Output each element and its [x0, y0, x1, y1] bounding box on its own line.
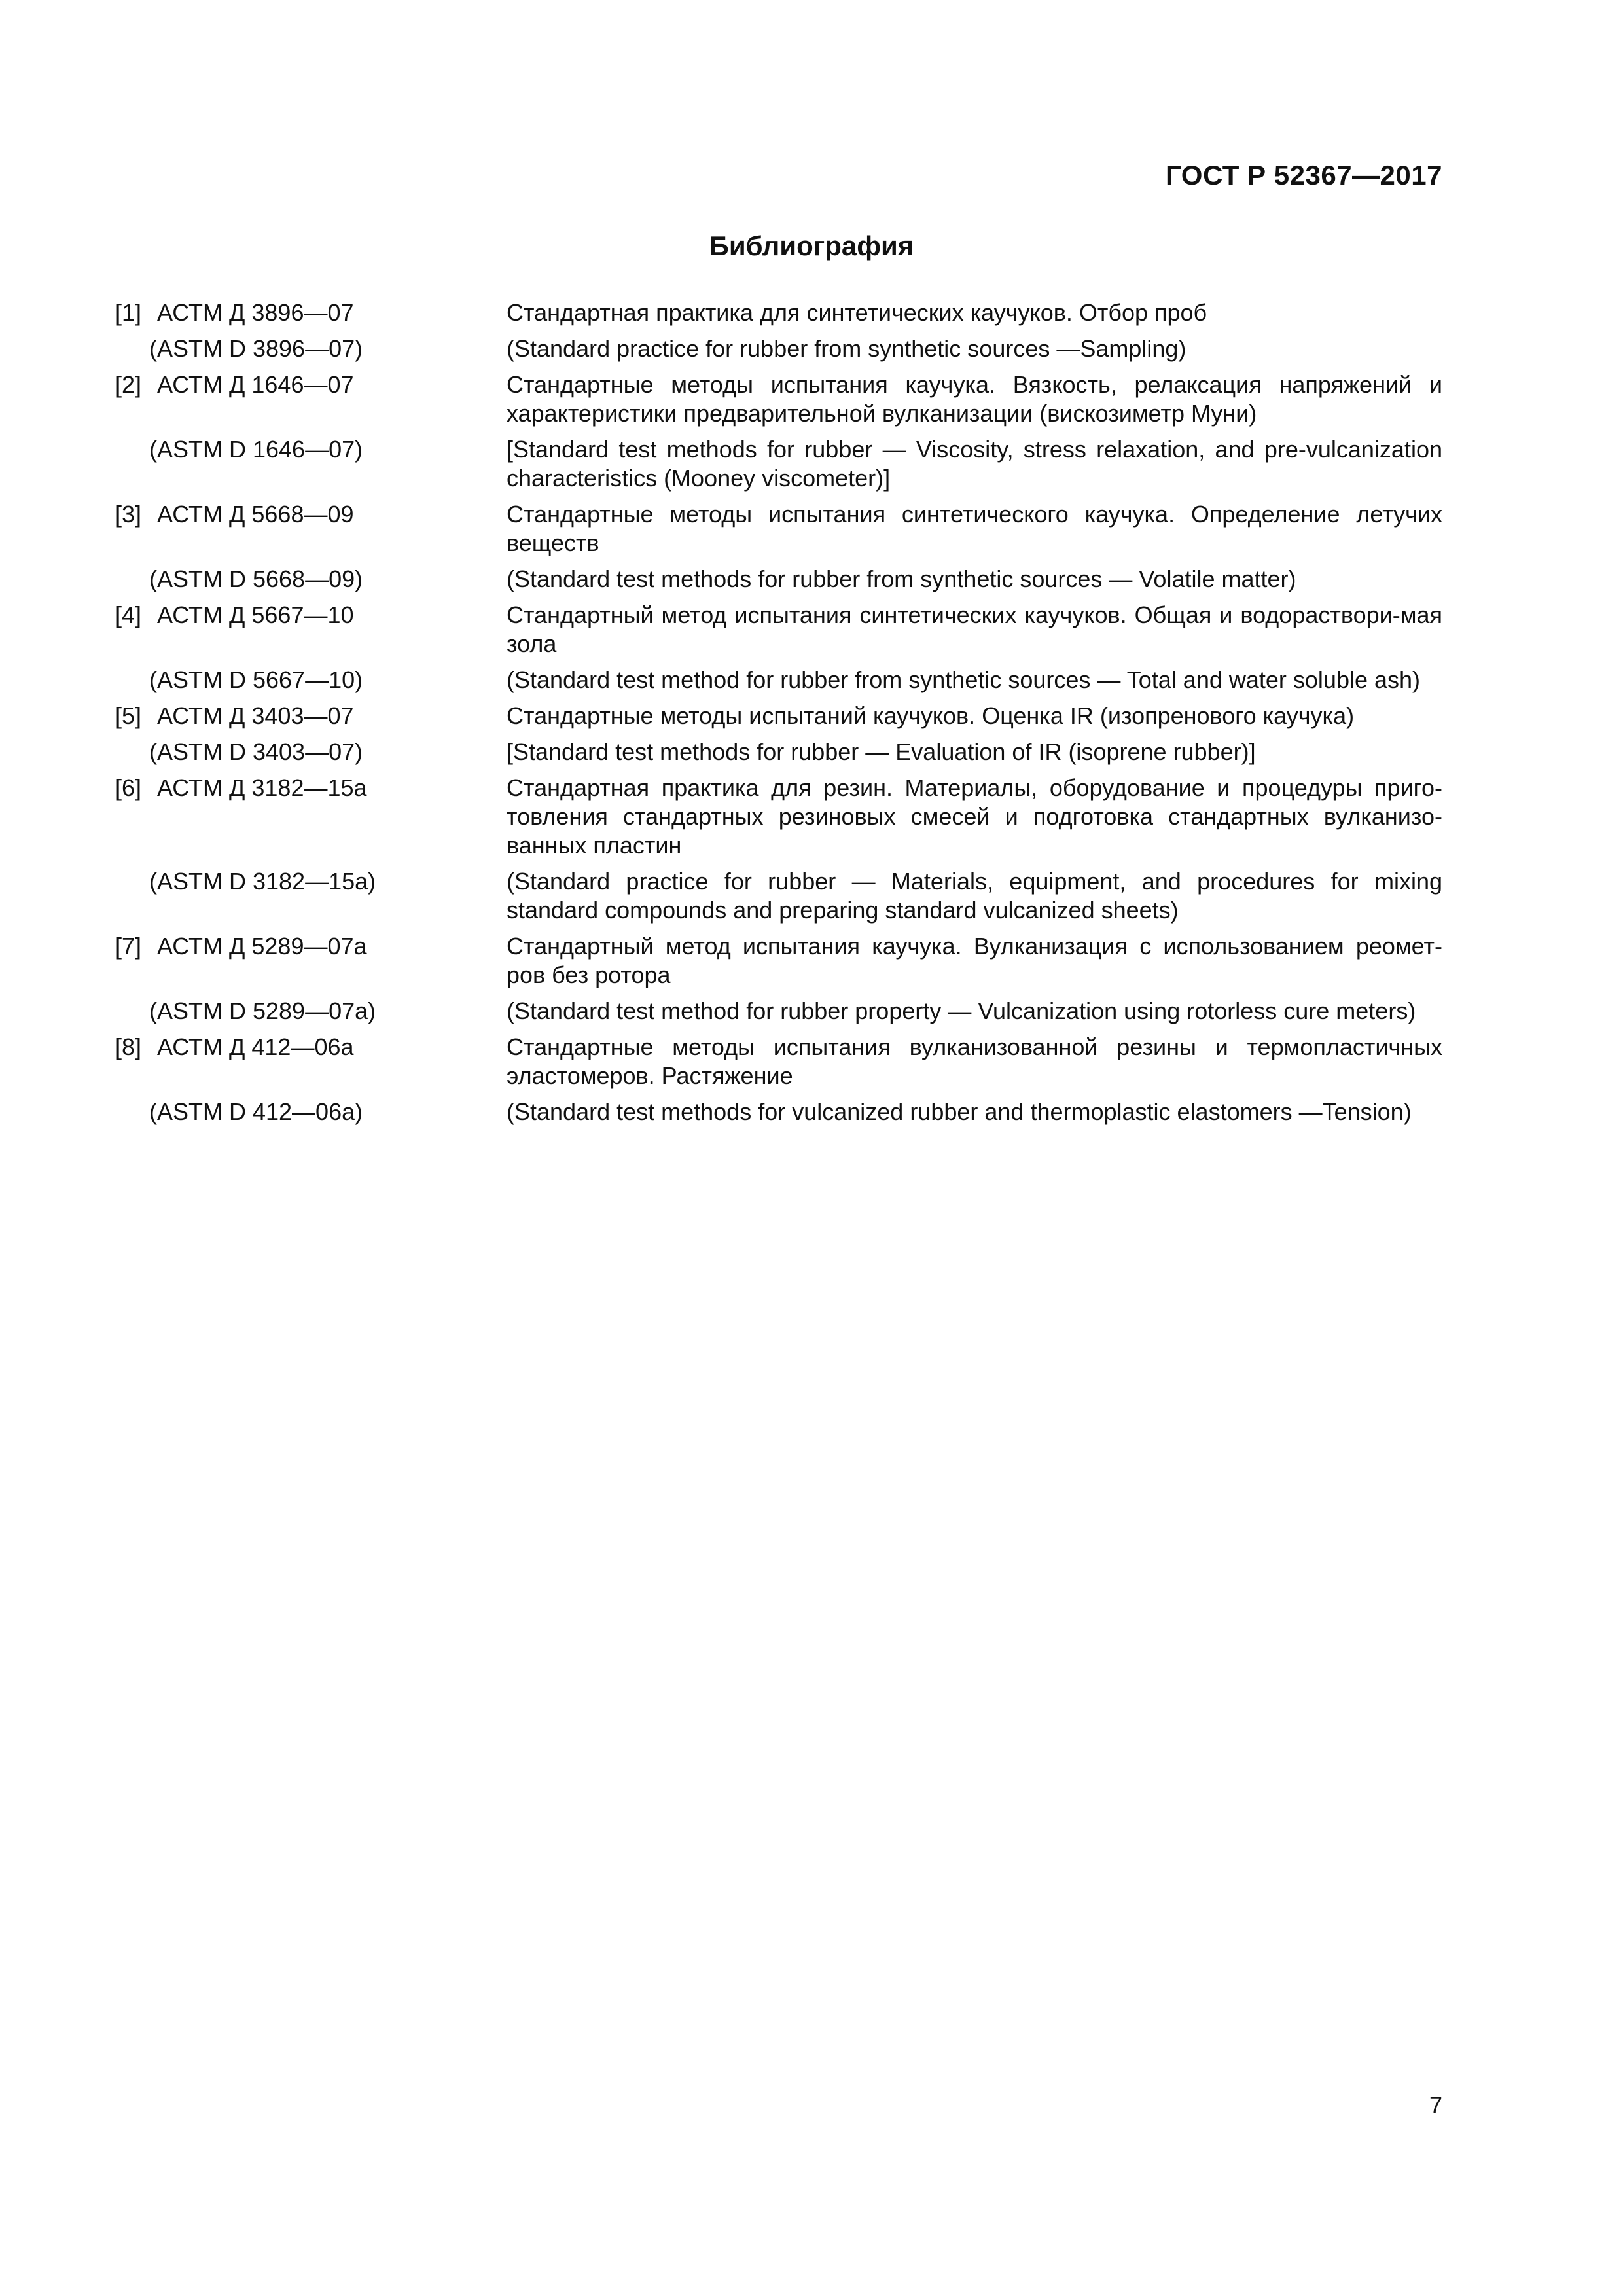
bib-title-ru: Стандартные методы испытания вулканизованной резины и термопластичных эластомеров. Растяжение	[507, 1033, 1442, 1089]
bib-title-ru: Стандартный метод испытания каучука. Вулканизация с использованием реомет-ров без ротора	[507, 933, 1442, 988]
bib-title-ru: Стандартная практика для синтетических каучуков. Отбор проб	[507, 299, 1207, 326]
bib-number: [1]	[115, 299, 142, 326]
section-title: Библиография	[709, 230, 914, 261]
page-number: 7	[1429, 2092, 1442, 2119]
bib-reference-original	[115, 738, 507, 766]
bib-entry-en	[115, 738, 1442, 766]
bib-code-en: (ASTM D 5667—10)	[149, 666, 363, 693]
bib-reference	[115, 500, 507, 558]
bib-code-en: (ASTM D 5289—07a)	[149, 997, 376, 1024]
bib-reference	[115, 298, 507, 327]
bib-code-ru: АСТМ Д 412—06a	[157, 1033, 354, 1060]
bib-number: [4]	[115, 601, 142, 628]
bib-number: [3]	[115, 501, 142, 528]
bibliography-list	[115, 298, 1442, 1126]
bib-code-ru: АСТМ Д 5667—10	[157, 601, 354, 628]
document-id: ГОСТ Р 52367—2017	[1166, 160, 1442, 190]
bib-code-ru: АСТМ Д 5289—07a	[157, 933, 367, 960]
bib-reference-original	[115, 565, 507, 594]
bib-title-ru: Стандартная практика для резин. Материалы, оборудование и процедуры приго-товления стандартных резиновых смесей и подготовка стандартных вулканизо-ванных пластин	[507, 774, 1442, 859]
bib-reference-original	[115, 334, 507, 363]
bib-number: [8]	[115, 1033, 142, 1060]
bib-reference	[115, 932, 507, 990]
bib-entry-ru	[115, 774, 1442, 860]
bib-entry-en	[115, 666, 1442, 694]
bib-entry-en	[115, 997, 1442, 1026]
bib-reference-original	[115, 1098, 507, 1126]
bib-code-en: (ASTM D 412—06a)	[149, 1098, 363, 1125]
bib-code-ru: АСТМ Д 5668—09	[157, 501, 354, 528]
bib-title-en: (Standard test methods for rubber from synthetic sources — Volatile matter)	[507, 565, 1296, 592]
bib-number: [2]	[115, 371, 142, 398]
bib-entry-en	[115, 565, 1442, 594]
bib-code-ru: АСТМ Д 3403—07	[157, 702, 354, 729]
bib-reference	[115, 601, 507, 658]
bib-entry-en	[115, 1098, 1442, 1126]
bib-title-en: (Standard test method for rubber property — Vulcanization using rotorless cure meters)	[507, 997, 1416, 1024]
bib-entry-en	[115, 435, 1442, 493]
bib-entry-ru	[115, 1033, 1442, 1090]
bib-reference	[115, 370, 507, 428]
bib-title-en: (Standard test methods for vulcanized rubber and thermoplastic elastomers —Tension)	[507, 1098, 1412, 1125]
bib-number: [6]	[115, 774, 142, 801]
bib-title-ru: Стандартные методы испытания синтетического каучука. Определение летучих веществ	[507, 501, 1442, 556]
bib-code-ru: АСТМ Д 1646—07	[157, 371, 354, 398]
bib-code-ru: АСТМ Д 3896—07	[157, 299, 354, 326]
bib-title-en: [Standard test methods for rubber — Viscosity, stress relaxation, and pre-vulcanization characteristics (Mooney viscometer)]	[507, 436, 1442, 492]
bib-code-ru: АСТМ Д 3182—15a	[157, 774, 367, 801]
bib-reference-original	[115, 997, 507, 1026]
bib-code-en: (ASTM D 3896—07)	[149, 335, 363, 362]
bib-entry-en	[115, 334, 1442, 363]
bib-code-en: (ASTM D 3182—15a)	[149, 868, 376, 895]
bib-title-en: (Standard practice for rubber from synthetic sources —Sampling)	[507, 335, 1186, 362]
bib-title-en: (Standard test method for rubber from synthetic sources — Total and water soluble ash)	[507, 666, 1421, 693]
bib-number: [7]	[115, 933, 142, 960]
bib-entry-ru	[115, 601, 1442, 658]
bib-reference	[115, 1033, 507, 1090]
bib-number: [5]	[115, 702, 142, 729]
bib-reference-original	[115, 666, 507, 694]
bib-entry-ru	[115, 932, 1442, 990]
bib-entry-en	[115, 867, 1442, 925]
bib-title-en: (Standard practice for rubber — Materials, equipment, and procedures for mixing standard compounds and preparing standard vulcanized sheets)	[507, 868, 1442, 924]
bib-title-ru: Стандартные методы испытания каучука. Вязкость, релаксация напряжений и характеристики предварительной вулканизации (вискозиметр Муни)	[507, 371, 1442, 427]
bib-code-en: (ASTM D 5668—09)	[149, 565, 363, 592]
bib-reference-original	[115, 435, 507, 493]
bib-code-en: (ASTM D 3403—07)	[149, 738, 363, 765]
bib-entry-ru	[115, 298, 1442, 327]
bib-title-ru: Стандартный метод испытания синтетических каучуков. Общая и водораствори-мая зола	[507, 601, 1442, 657]
bib-title-ru: Стандартные методы испытаний каучуков. Оценка IR (изопренового каучука)	[507, 702, 1355, 729]
bib-reference	[115, 774, 507, 860]
bib-reference-original	[115, 867, 507, 925]
bib-reference	[115, 702, 507, 730]
bib-entry-ru	[115, 370, 1442, 428]
bib-title-en: [Standard test methods for rubber — Evaluation of IR (isoprene rubber)]	[507, 738, 1256, 765]
bib-entry-ru	[115, 702, 1442, 730]
bib-entry-ru	[115, 500, 1442, 558]
bib-code-en: (ASTM D 1646—07)	[149, 436, 363, 463]
